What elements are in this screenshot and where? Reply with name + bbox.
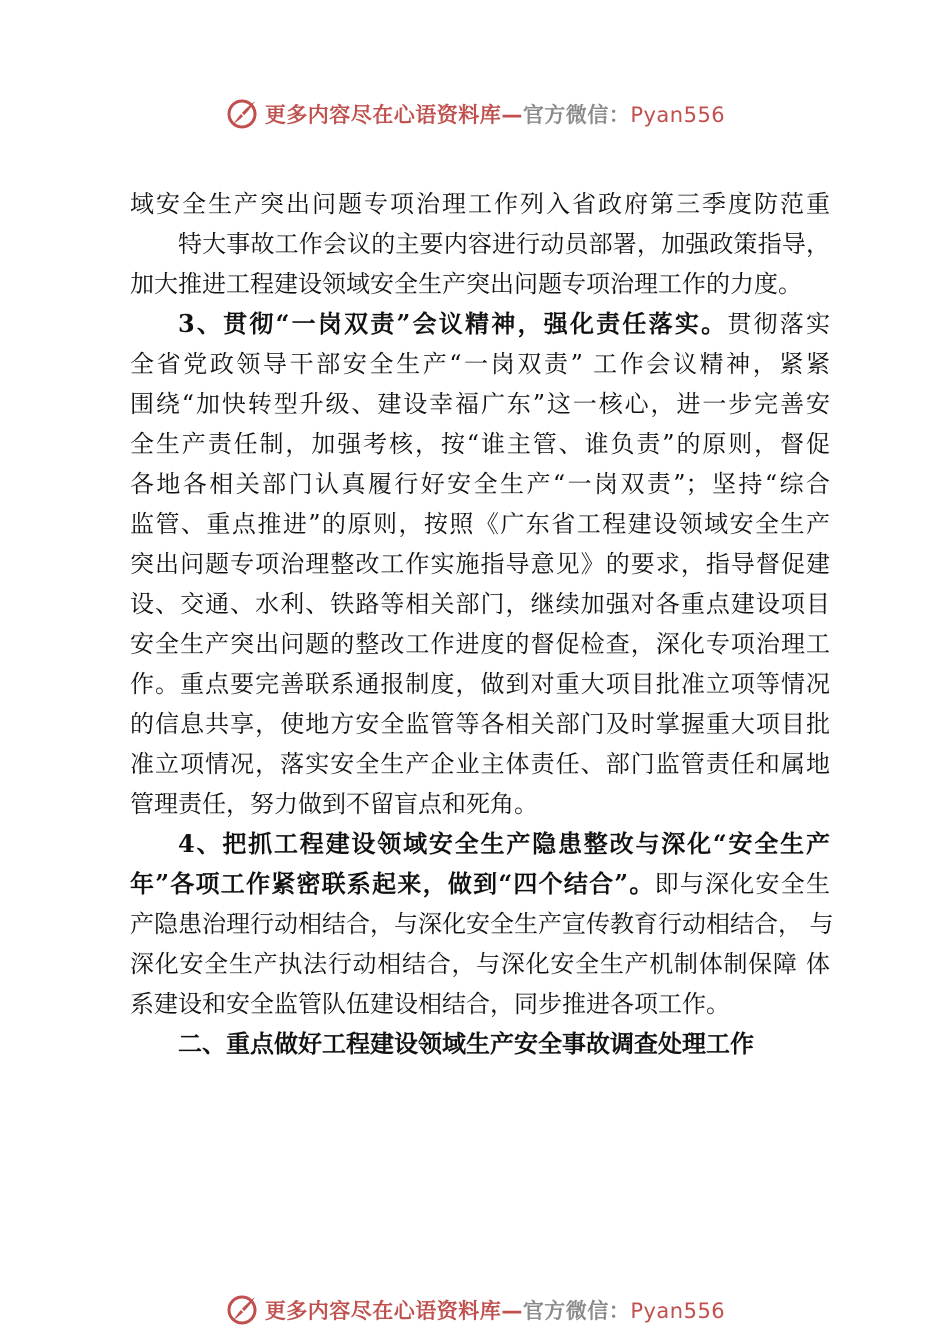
watermark-wechat-id: Pyan556 [630,1299,726,1323]
paragraph-2-line-1-rest: 贯彻落实 [727,310,830,338]
watermark-main-text: 更多内容尽在心语资料库 [264,1299,502,1323]
paragraph-3-line-4: 深化安全生产执法行动相结合，与深化安全生产机制体制保障 体 [130,950,830,978]
paragraph-2-line-9: 安全生产突出问题的整改工作进度的督促检查，深化专项治理工 [130,630,830,658]
paragraph-3-bold-line-1: 4、把抓工程建设领域安全生产隐患整改与深化“安全生产 [178,829,830,858]
paragraph-2-line-8: 设、交通、水利、铁路等相关部门，继续加强对各重点建设项目 [130,590,830,618]
paragraph-2-line-11: 的信息共享，使地方安全监管等各相关部门及时掌握重大项目批 [130,710,830,738]
paragraph-2-line-12: 准立项情况，落实安全生产企业主体责任、部门监管责任和属地 [130,750,830,778]
paragraph-2-line-2: 全省党政领导干部安全生产“一岗双责” 工作会议精神，紧紧 [130,350,830,378]
paragraph-1-line-3: 加大推进工程建设领域安全生产突出问题专项治理工作的力度。 [130,270,802,298]
paragraph-2-line-5: 各地各相关部门认真履行好安全生产“一岗双责”；坚持“综合 [130,470,830,498]
paragraph-2-line-10: 作。重点要完善联系通报制度，做到对重大项目批准立项等情况 [130,670,830,698]
paragraph-2-line-6: 监管、重点推进”的原则，按照《广东省工程建设领域安全生产 [130,510,830,538]
footer-watermark [0,1288,950,1332]
paragraph-3-line-2 [130,864,830,904]
paragraph-3-line-3: 产隐患治理行动相结合，与深化安全生产宣传教育行动相结合， 与 [130,910,834,938]
paragraph-3-line-5: 系建设和安全监管队伍建设相结合，同步推进各项工作。 [130,990,730,1018]
section-heading: 二、重点做好工程建设领域生产安全事故调查处理工作 [178,1030,754,1058]
document-body [130,184,834,1064]
paragraph-2-line-1 [130,304,830,344]
paragraph-2-line-7: 突出问题专项治理整改工作实施指导意见》的要求，指导督促建 [130,550,830,578]
paragraph-2-line-3: 围绕“加快转型升级、建设幸福广东”这一核心，进一步完善安 [130,390,830,418]
watermark-wechat-id: Pyan556 [630,103,726,127]
paragraph-3-bold-line-2: 年”各项工作紧密联系起来，做到“四个结合”。 [130,869,655,898]
paragraph-1-line-2: 特大事故工作会议的主要内容进行动员部署，加强政策指导， [178,230,830,258]
header-watermark [0,92,950,136]
paragraph-2-bold-lead: 3、贯彻“一岗双责”会议精神，强化责任落实。 [178,309,728,338]
watermark-label: 官方微信： [522,1299,631,1323]
paragraph-2-line-13: 管理责任，努力做到不留盲点和死角。 [130,790,538,818]
paragraph-1-line-1: 域安全生产突出问题专项治理工作列入省政府第三季度防范重 [130,190,830,218]
watermark-dash: — [501,1299,523,1323]
quill-logo-icon [225,97,259,131]
watermark-dash: — [501,103,523,127]
paragraph-3-line-2-rest: 即与深化安全生 [654,870,831,898]
watermark-label: 官方微信： [522,103,631,127]
paragraph-2-line-4: 全生产责任制，加强考核，按“谁主管、谁负责”的原则，督促 [130,430,830,458]
watermark-main-text: 更多内容尽在心语资料库 [264,103,502,127]
quill-logo-icon [225,1293,259,1327]
